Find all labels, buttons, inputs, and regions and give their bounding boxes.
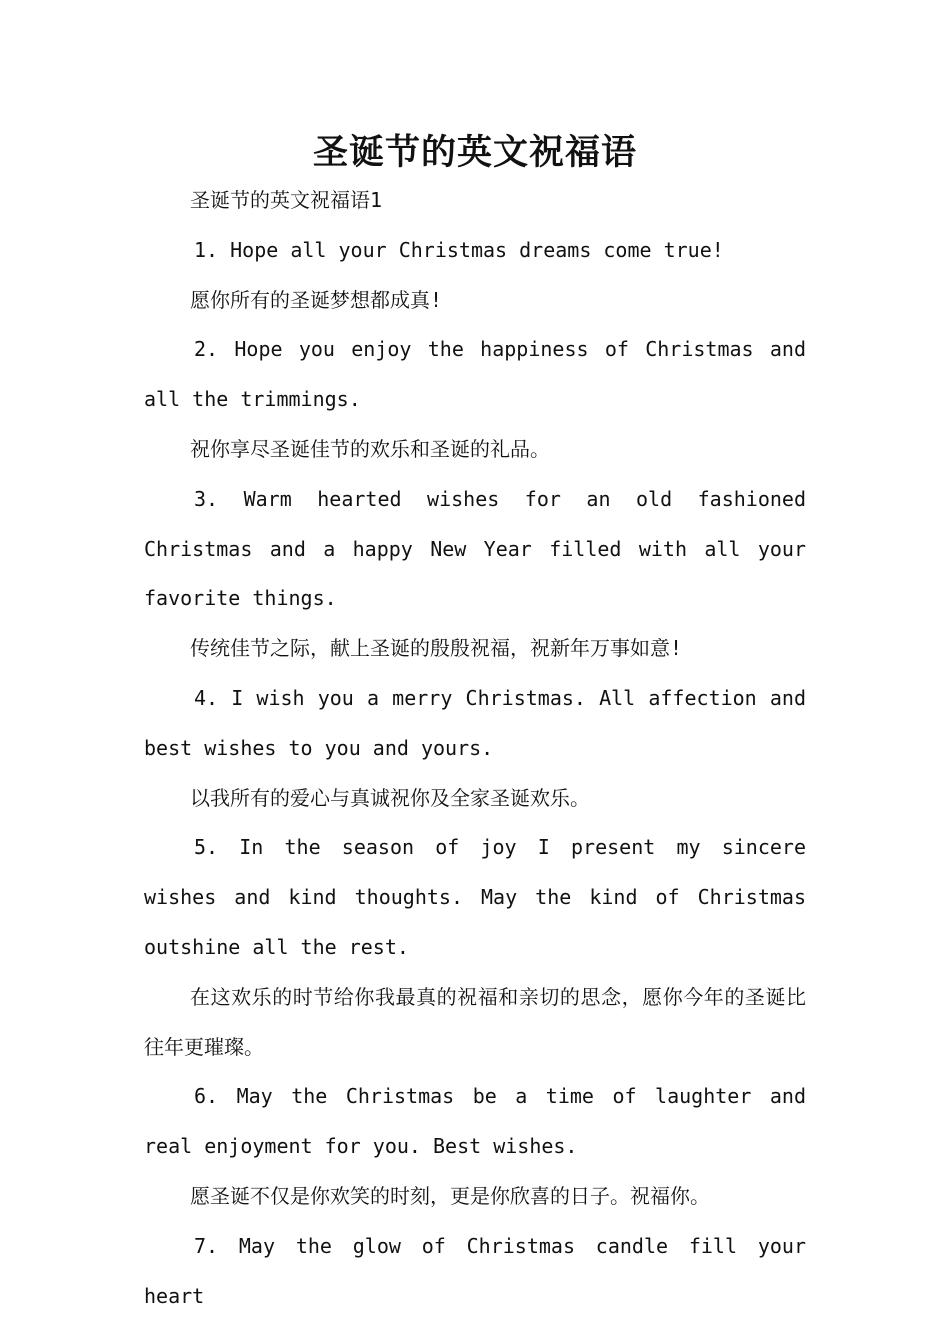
paragraph-5: 祝你享尽圣诞佳节的欢乐和圣诞的礼品。 [190, 436, 550, 461]
paragraph-7: 传统佳节之际，献上圣诞的殷殷祝福，祝新年万事如意! [190, 636, 683, 661]
paragraph-10: 5. In the season of joy I present my sincere wishes and kind thoughts. May the kind of Christmas outshine all the rest. [144, 835, 806, 959]
document-body [144, 176, 806, 1321]
paragraph-6: 3. Warm hearted wishes for an old fashioned Christmas and a happy New Year filled with all your favorite things. [144, 486, 806, 611]
paragraph-13: 愿圣诞不仅是你欢笑的时刻，更是你欣喜的日子。祝福你。 [190, 1183, 710, 1208]
paragraph-2: 1. Hope all your Christmas dreams come true! [194, 237, 724, 262]
paragraph-3: 愿你所有的圣诞梦想都成真! [190, 287, 443, 312]
document-title: 圣诞节的英文祝福语 [312, 133, 637, 173]
paragraph-4: 2. Hope you enjoy the happiness of Christmas and all the trimmings. [144, 337, 806, 412]
paragraph-1: 圣诞节的英文祝福语1 [190, 188, 383, 212]
paragraph-14: 7. May the glow of Christmas candle fill your heart [144, 1233, 806, 1308]
paragraph-8: 4. I wish you a merry Christmas. All affection and best wishes to you and yours. [144, 685, 806, 760]
paragraph-11: 在这欢乐的时节给你我最真的祝福和亲切的思念，愿你今年的圣诞比往年更璀璨。 [144, 984, 806, 1059]
paragraph-9: 以我所有的爱心与真诚祝你及全家圣诞欢乐。 [190, 785, 590, 810]
paragraph-12: 6. May the Christmas be a time of laughter and real enjoyment for you. Best wishes. [144, 1084, 806, 1159]
